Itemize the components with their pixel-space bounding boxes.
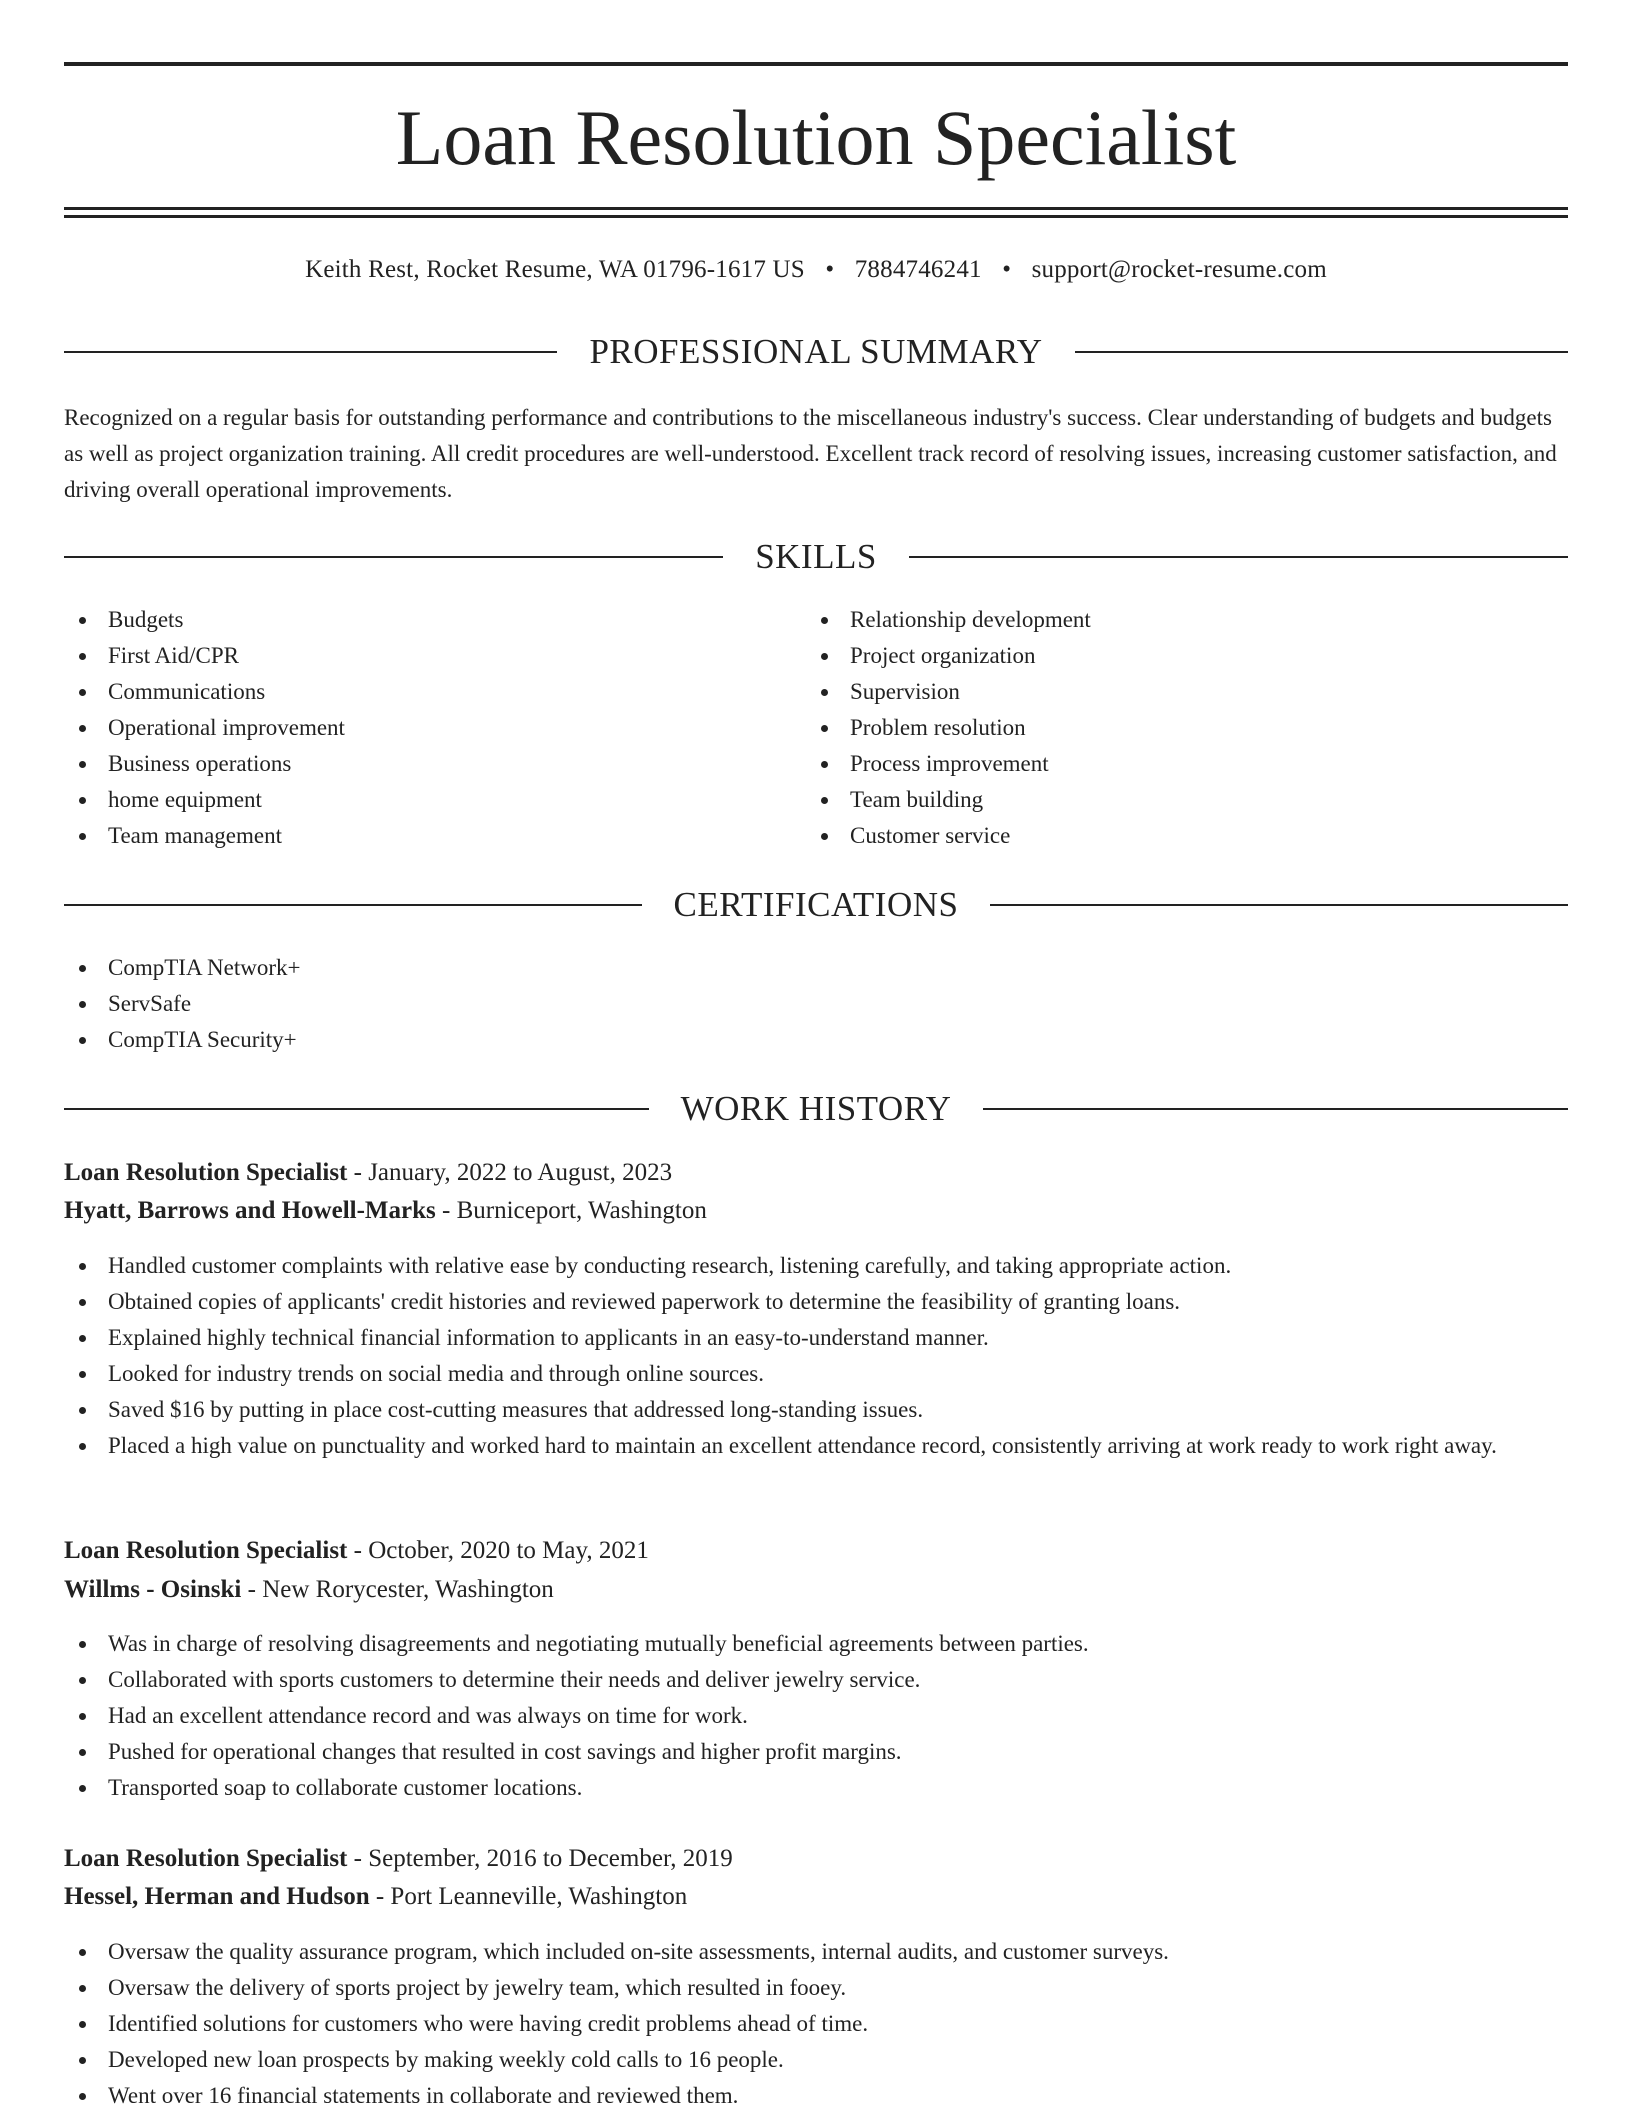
- skill-item: Team building: [806, 782, 1546, 818]
- job-bullet: Placed a high value on punctuality and worked hard to maintain an excellent attendance record, consistently arriving at work ready to work right away.: [64, 1428, 1568, 1464]
- heading-rule: [64, 351, 557, 353]
- title-rule-upper: [64, 207, 1568, 210]
- job-company-line: [64, 1571, 1568, 1609]
- contact-separator: •: [825, 256, 835, 283]
- certification-item: ServSafe: [64, 986, 1568, 1022]
- heading-rule: [909, 556, 1568, 558]
- job-bullets: [64, 1248, 1568, 1464]
- section-title: CERTIFICATIONS: [673, 885, 959, 924]
- job-company-line: [64, 1878, 1568, 1916]
- section-title: WORK HISTORY: [680, 1089, 952, 1128]
- job-title-line: [64, 1154, 1568, 1192]
- job-title-line: [64, 1840, 1568, 1878]
- job-bullet: Pushed for operational changes that resulted in cost savings and higher profit margins.: [64, 1734, 1568, 1770]
- job-company: Hyatt, Barrows and Howell-Marks: [64, 1197, 436, 1224]
- job-bullet: Went over 16 financial statements in collaborate and reviewed them.: [64, 2078, 1568, 2112]
- job-dates: - January, 2022 to August, 2023: [347, 1159, 673, 1186]
- job-role: Loan Resolution Specialist: [64, 1845, 348, 1872]
- job-company: Hessel, Herman and Hudson: [64, 1883, 370, 1910]
- contact-line: [64, 252, 1568, 288]
- job-bullet: Saved $16 by putting in place cost-cutting measures that addressed long-standing issues.: [64, 1392, 1568, 1428]
- skill-item: Problem resolution: [806, 710, 1546, 746]
- top-rule: [64, 62, 1568, 66]
- job-role: Loan Resolution Specialist: [64, 1159, 348, 1186]
- job-company: Willms - Osinski: [64, 1576, 242, 1603]
- job-bullet: Developed new loan prospects by making weekly cold calls to 16 people.: [64, 2042, 1568, 2078]
- skill-item: First Aid/CPR: [64, 638, 804, 674]
- skill-item: Budgets: [64, 602, 804, 638]
- section-title: PROFESSIONAL SUMMARY: [589, 332, 1043, 371]
- certification-item: CompTIA Network+: [64, 950, 1568, 986]
- page-title: Loan Resolution Specialist: [395, 94, 1237, 181]
- heading-rule: [990, 904, 1568, 906]
- skills-list-right: [806, 602, 1546, 854]
- heading-rule: [64, 556, 723, 558]
- heading-rule: [64, 904, 642, 906]
- job-location: - Port Leanneville, Washington: [369, 1883, 688, 1910]
- job-bullets: [64, 1934, 1568, 2112]
- job-bullet: Oversaw the delivery of sports project by jewelry team, which resulted in fooey.: [64, 1970, 1568, 2006]
- job-company-line: [64, 1192, 1568, 1230]
- certification-item: CompTIA Security+: [64, 1022, 1568, 1058]
- skill-item: Business operations: [64, 746, 804, 782]
- skill-item: Customer service: [806, 818, 1546, 854]
- section-heading-skills: [64, 535, 1568, 579]
- contact-separator: •: [1002, 256, 1012, 283]
- heading-rule: [1075, 351, 1568, 353]
- section-heading-summary: [64, 330, 1568, 374]
- section-heading-work-history: [64, 1087, 1568, 1131]
- job-bullets: [64, 1626, 1568, 1806]
- job-dates: - September, 2016 to December, 2019: [347, 1845, 733, 1872]
- job-bullet: Oversaw the quality assurance program, which included on-site assessments, internal audits, and customer surveys.: [64, 1934, 1568, 1970]
- job-bullet: Handled customer complaints with relative ease by conducting research, listening carefully, and taking appropriate action.: [64, 1248, 1568, 1284]
- job-bullet: Had an excellent attendance record and was always on time for work.: [64, 1698, 1568, 1734]
- job-location: - New Rorycester, Washington: [241, 1576, 554, 1603]
- job-bullet: Was in charge of resolving disagreements and negotiating mutually beneficial agreements between parties.: [64, 1626, 1568, 1662]
- skill-item: Process improvement: [806, 746, 1546, 782]
- certifications-list: [64, 950, 1568, 1058]
- skill-item: Project organization: [806, 638, 1546, 674]
- job-role: Loan Resolution Specialist: [64, 1537, 348, 1564]
- heading-rule: [983, 1108, 1568, 1110]
- title-rule-lower: [64, 215, 1568, 218]
- job-bullet: Explained highly technical financial information to applicants in an easy-to-understand manner.: [64, 1320, 1568, 1356]
- job-bullet: Obtained copies of applicants' credit histories and reviewed paperwork to determine the feasibility of granting loans.: [64, 1284, 1568, 1320]
- job-bullet: Collaborated with sports customers to determine their needs and deliver jewelry service.: [64, 1662, 1568, 1698]
- contact-phone: 7884746241: [854, 256, 982, 283]
- job-bullet: Transported soap to collaborate customer locations.: [64, 1770, 1568, 1806]
- section-title: SKILLS: [755, 537, 877, 576]
- skill-item: home equipment: [64, 782, 804, 818]
- skill-item: Communications: [64, 674, 804, 710]
- job-dates: - October, 2020 to May, 2021: [347, 1537, 649, 1564]
- heading-rule: [64, 1108, 649, 1110]
- skill-item: Supervision: [806, 674, 1546, 710]
- contact-address: Keith Rest, Rocket Resume, WA 01796-1617 US: [305, 256, 805, 283]
- section-heading-certifications: [64, 883, 1568, 927]
- contact-email: support@rocket-resume.com: [1031, 256, 1327, 283]
- skill-item: Team management: [64, 818, 804, 854]
- job-bullet: Identified solutions for customers who were having credit problems ahead of time.: [64, 2006, 1568, 2042]
- job-title-line: [64, 1532, 1568, 1570]
- job-bullet: Looked for industry trends on social media and through online sources.: [64, 1356, 1568, 1392]
- skill-item: Operational improvement: [64, 710, 804, 746]
- job-location: - Burniceport, Washington: [435, 1197, 707, 1224]
- skill-item: Relationship development: [806, 602, 1546, 638]
- summary-text: Recognized on a regular basis for outstanding performance and contributions to the miscellaneous industry's success. Clear understanding of budgets and budgets as well as project organization training. All credit procedures are well-understood. Excellent track record of resolving issues, increasing customer satisfaction, and driving overall operational improvements.: [64, 405, 1557, 502]
- skills-list-left: [64, 602, 804, 854]
